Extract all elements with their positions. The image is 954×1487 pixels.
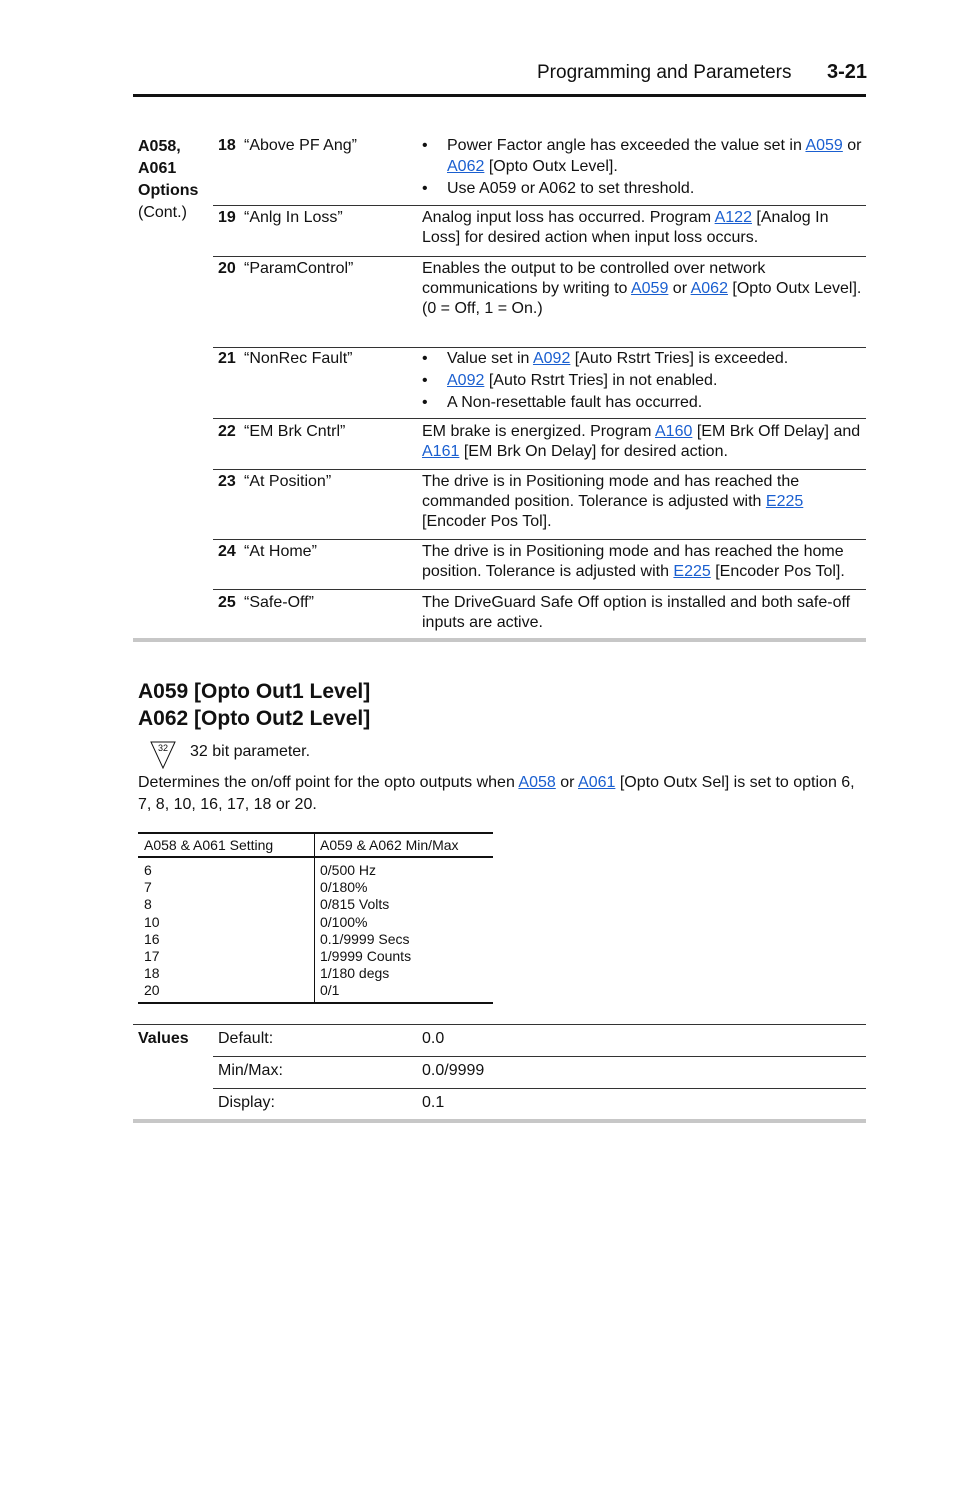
table-cell: 0/500 Hz (320, 862, 377, 878)
page-number: 3-21 (827, 61, 868, 83)
option-description: The drive is in Positioning mode and has reached the commanded position. Tolerance is adjusted with E225 [Encoder Pos Tol]. (422, 473, 804, 530)
table-column-ranges (320, 862, 411, 1000)
values-block (133, 1024, 866, 1120)
values-end-rule (133, 1119, 866, 1123)
link-a058[interactable]: A058 (518, 774, 556, 791)
option-row-19 (213, 208, 866, 257)
row-divider (213, 205, 866, 206)
option-name: “Anlg In Loss” (244, 209, 343, 226)
link-a092[interactable]: A092 (447, 372, 485, 389)
option-row-23 (213, 472, 866, 540)
table-cell: 0/180% (320, 879, 368, 896)
table-cell: 0/1 (320, 982, 340, 999)
table-header-setting: A058 & A061 Setting (144, 837, 274, 853)
option-description: The drive is in Positioning mode and has reached the home position. Tolerance is adjusted with E225 [Encoder Pos Tol]. (422, 543, 845, 580)
option-row-21 (213, 349, 866, 419)
link-a061[interactable]: A061 (578, 774, 616, 791)
32-bit-icon (150, 741, 176, 774)
table-cell: 1/180 degs (320, 965, 390, 982)
value-key: Default: (218, 1030, 274, 1047)
option-number: 18 (218, 137, 236, 154)
table-cell: 6 (144, 862, 152, 878)
row-divider (213, 469, 866, 470)
table-cell: 18 (144, 965, 160, 982)
option-name: “At Home” (244, 543, 317, 560)
row-divider (213, 589, 866, 590)
bullet-item: • A Non-resettable fault has occurred. (422, 392, 862, 413)
table-cell: 20 (144, 982, 160, 999)
bullet-item: • Use A059 or A062 to set threshold. (422, 178, 862, 199)
link-a122[interactable]: A122 (714, 209, 752, 226)
section-title-a062: A062 [Opto Out2 Level] (138, 707, 371, 730)
link-a062[interactable]: A062 (447, 158, 485, 175)
option-description: EM brake is energized. Program A160 [EM Brk Off Delay] and A161 [EM Brk On Delay] for desired action. (422, 423, 861, 460)
option-name: “EM Brk Cntrl” (244, 423, 346, 440)
table-cell: 10 (144, 913, 160, 930)
param-name-line2: A061 (138, 160, 177, 177)
header-rule (133, 94, 866, 97)
table-cell: 0/100% (320, 913, 368, 930)
option-name: “ParamControl” (244, 260, 354, 277)
bit-note: 32 bit parameter. (190, 743, 311, 760)
link-a160[interactable]: A160 (655, 423, 693, 440)
value-key: Min/Max: (218, 1062, 283, 1079)
bullet-item: • A092 [Auto Rstrt Tries] in not enabled. (422, 370, 862, 391)
option-name: “Safe-Off” (244, 594, 314, 611)
option-number: 25 (218, 594, 236, 611)
param-name-line3: Options (138, 182, 199, 199)
link-a062[interactable]: A062 (690, 280, 728, 297)
table-cell: 8 (144, 896, 152, 913)
table-cell: 17 (144, 948, 160, 965)
table-cell: 16 (144, 930, 160, 947)
option-row-22 (213, 422, 866, 470)
option-row-25 (213, 593, 866, 637)
option-name: “NonRec Fault” (244, 350, 353, 367)
link-e225[interactable]: E225 (673, 563, 711, 580)
table-cell: 7 (144, 879, 152, 896)
option-description (422, 135, 862, 200)
section-intro: Determines the on/off point for the opto outputs when A058 or A061 [Opto Outx Sel] is set to option 6, 7, 8, 10, 16, 17, 18 or 20. (138, 774, 855, 813)
table-header-minmax: A059 & A062 Min/Max (320, 837, 459, 853)
row-divider (213, 539, 866, 540)
section-end-rule (133, 638, 866, 642)
page-header-title: Programming and Parameters (537, 62, 792, 83)
option-name: “Above PF Ang” (244, 137, 357, 154)
option-number: 20 (218, 260, 236, 277)
option-row-20 (213, 259, 866, 348)
link-e225[interactable]: E225 (765, 493, 804, 510)
option-number: 23 (218, 473, 236, 490)
value-default: 0.0 (422, 1030, 445, 1047)
param-name (138, 136, 198, 224)
value-key: Display: (218, 1094, 275, 1111)
option-description: Enables the output to be controlled over network communications by writing to A059 or A062 [Opto Outx Level]. (0 = Off, 1 = On.) (422, 260, 862, 317)
bullet-item: • Power Factor angle has exceeded the value set in A059 or A062 [Opto Outx Level]. (422, 135, 862, 177)
link-a092[interactable]: A092 (532, 350, 571, 367)
table-cell: 0.1/9999 Secs (320, 930, 410, 947)
option-number: 19 (218, 209, 236, 226)
svg-text:32: 32 (157, 743, 169, 753)
param-name-cont: (Cont.) (138, 204, 187, 221)
row-divider (213, 256, 866, 257)
option-row-24 (213, 542, 866, 590)
table-cell: 1/9999 Counts (320, 948, 412, 965)
value-display: 0.1 (422, 1094, 445, 1111)
option-number: 24 (218, 543, 236, 560)
option-number: 22 (218, 423, 236, 440)
option-name: “At Position” (244, 473, 332, 490)
option-description: The DriveGuard Safe Off option is installed and both safe-off inputs are active. (422, 594, 851, 631)
link-a059[interactable]: A059 (630, 280, 669, 297)
option-description (422, 348, 862, 414)
param-name-line1: A058, (138, 138, 181, 155)
setting-table (138, 832, 493, 1004)
bullet-item: • Value set in A092 [Auto Rstrt Tries] is exceeded. (422, 348, 862, 369)
values-label: Values (138, 1030, 189, 1047)
option-number: 21 (218, 350, 236, 367)
row-divider (213, 418, 866, 419)
section-title-a059: A059 [Opto Out1 Level] (138, 680, 371, 703)
link-a059[interactable]: A059 (805, 137, 843, 154)
option-row-18 (213, 136, 866, 206)
option-description: Analog input loss has occurred. Program A122 [Analog In Loss] for desired action when input loss occurs. (422, 209, 829, 246)
table-cell: 0/815 Volts (320, 896, 390, 913)
table-column-settings (144, 862, 160, 1000)
value-minmax: 0.0/9999 (422, 1062, 485, 1079)
link-a161[interactable]: A161 (422, 443, 460, 460)
